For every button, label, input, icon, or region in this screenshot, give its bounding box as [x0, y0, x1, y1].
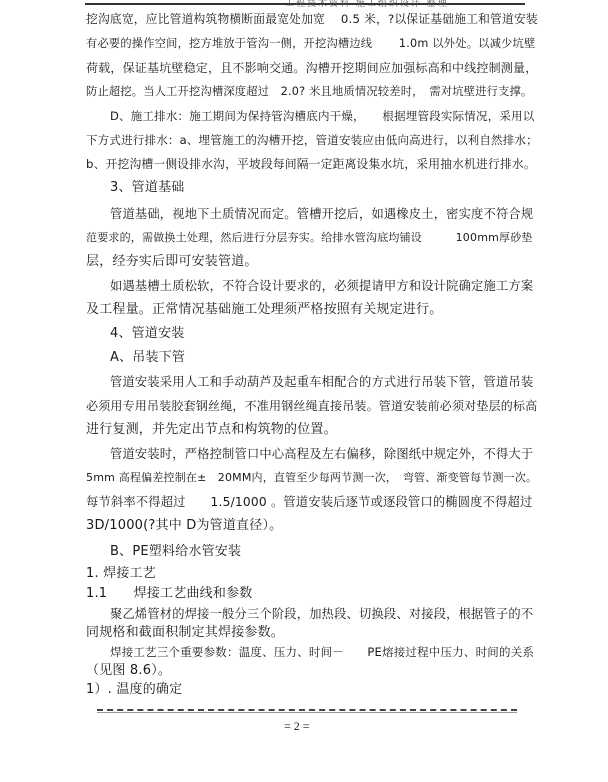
body-line-17: 必须用专用吊装胶套钢丝绳，不准用钢丝绳直接吊装。管道安装前必须对垫层的标高 — [86, 399, 538, 413]
body-line-28: 焊接工艺三个重要参数：温度、压力、时间－ PE熔接过程中压力、时间的关系 — [110, 645, 535, 659]
body-line-5: D、施工排水：施工期间为保持管沟槽底内干燥， 根据埋管段实际情况，采用以 — [110, 109, 535, 123]
body-line-22: 3D/1000(?其中 D为管道直径）。 — [86, 518, 283, 533]
heading-welding: 1. 焊接工艺 — [86, 566, 156, 581]
footer-divider — [97, 709, 517, 711]
page-number: = 2 = — [284, 719, 310, 733]
body-line-19: 管道安装时，严格控制管口中心高程及左右偏移，除图纸中规定外，不得大于 — [110, 447, 534, 461]
body-line-10: 范要求的，需做换土处理，然后进行分层夯实。给排水管沟底均铺设 100mm厚砂垫 — [86, 231, 533, 244]
heading-temperature: 1）. 温度的确定 — [86, 682, 183, 697]
body-line-12: 如遇基槽土质松软，不符合设计要求的，必须提请甲方和设计院确定施工方案 — [110, 279, 534, 293]
body-line-7: b、开挖沟槽一侧设排水沟，平坡段每间隔一定距离设集水坑，采用抽水机进行排水。 — [86, 157, 536, 171]
body-line-26: 聚乙烯管材的焊接一般分三个阶段，加热段、切换段、对接段，根据管子的不 — [110, 607, 534, 621]
body-line-9: 管道基础，视地下土质情况而定。管槽开挖后，如遇橡皮土，密实度不符合规 — [110, 207, 534, 221]
header-text: 工程技术资料 施工组织设计 整理 — [285, 0, 449, 9]
header-rule — [85, 0, 525, 9]
footer-rule — [97, 712, 517, 713]
heading-welding-curve: 1.1 焊接工艺曲线和参数 — [86, 586, 253, 601]
body-line-21: 每节斜率不得超过 1.5/1000 。管道安装后逐节或逐段管口的椭圆度不得超过 — [86, 495, 533, 509]
section-heading-3: 3、管道基础 — [110, 180, 185, 195]
body-line-2: 有必要的操作空间，挖方堆放于管沟一侧，开挖沟槽边线 1.0m 以外处。以减少坑壁 — [86, 37, 536, 50]
body-line-3: 荷载，保证基坑壁稳定，且不影响交通。沟槽开挖期间应加强标高和中线控制测量， — [86, 61, 538, 75]
subsection-heading-b: B、PE塑料给水管安装 — [110, 544, 242, 559]
body-line-16: 管道安装采用人工和手动葫芦及起重车相配合的方式进行吊装下管，管道吊装 — [110, 375, 534, 389]
subsection-heading-a: A、吊装下管 — [110, 350, 186, 365]
body-line-1: 挖沟底宽，应比管道构筑物横断面最宽处加宽 0.5 米，?以保证基础施工和管道安装 — [86, 12, 538, 26]
body-line-4: 防止超挖。当人工开挖沟槽深度超过 2.0? 米且地质情况较差时， 需对坑壁进行支撑。 — [86, 85, 533, 98]
body-line-29: （见图 8.6）。 — [86, 663, 172, 678]
body-line-6: 下方式进行排水：a、埋管施工的沟槽开挖，管道安装应由低向高进行，以利自然排水； — [86, 133, 538, 147]
body-line-18: 进行复测，并先定出节点和构筑物的位置。 — [86, 422, 337, 437]
body-line-20: 5mm 高程偏差控制在± 20MM内，直管至少每两节测一次， 弯管、渐变管每节测一次。 — [86, 471, 538, 484]
body-line-13: 及工程量。正常情况基础施工处理须严格按照有关规定进行。 — [86, 302, 443, 317]
body-line-11: 层，经夯实后即可安装管道。 — [86, 254, 258, 269]
section-heading-4: 4、管道安装 — [110, 326, 185, 341]
body-line-27: 同规格和截面积制定其焊接参数。 — [86, 625, 285, 640]
